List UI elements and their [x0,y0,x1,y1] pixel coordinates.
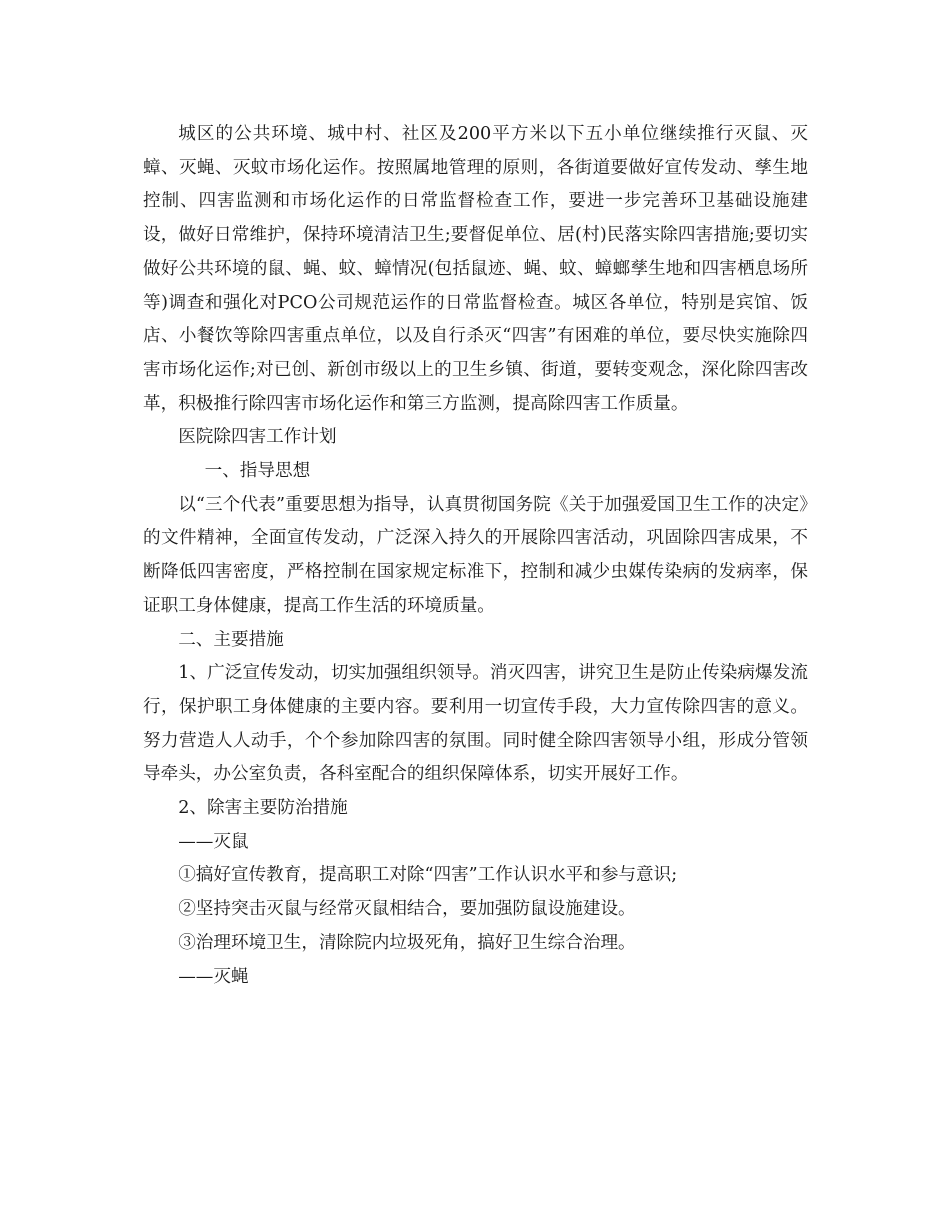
paragraph-city-area-measures: 城区的公共环境、城中村、社区及200平方米以下五小单位继续推行灭鼠、灭蟑、灭蝇、灭蚊市场化运作。按照属地管理的原则，各街道要做好宣传发动、孳生地控制、四害监测和市场化运作的日常监督检查工作，要进一步完善环卫基础设施建设，做好日常维护，保持环境清洁卫生;要督促单位、居(村)民落实除四害措施;要切实做好公共环境的鼠、蝇、蚊、蟑情况(包括鼠迹、蝇、蚊、蟑螂孳生地和四害栖息场所等)调查和强化对PCO公司规范运作的日常监督检查。城区各单位，特别是宾馆、饭店、小餐饮等除四害重点单位，以及自行杀灭“四害”有困难的单位，要尽快实施除四害市场化运作;对已创、新创市级以上的卫生乡镇、街道，要转变观念，深化除四害改革，积极推行除四害市场化运作和第三方监测，提高除四害工作质量。 [143,124,808,414]
heading-main-measures: 二、主要措施 [178,629,284,650]
subheading-rodent-control: ——灭鼠 [178,831,249,852]
subheading-fly-control: ——灭蝇 [178,966,249,987]
heading-control-measures: 2、除害主要防治措施 [178,798,348,819]
section-title-hospital-plan: 医院除四害工作计划 [178,427,337,448]
document-body [143,118,808,994]
paragraph-guiding-ideology: 以“三个代表”重要思想为指导，认真贯彻国务院《关于加强爱国卫生工作的决定》的文件精神，全面宣传发动，广泛深入持久的开展除四害活动，巩固除四害成果，不断降低四害密度，严格控制在国家规定标准下，控制和减少虫媒传染病的发病率，保证职工身体健康，提高工作生活的环境质量。 [143,494,808,616]
list-item-rodent-2: ②坚持突击灭鼠与经常灭鼠相结合，要加强防鼠设施建设。 [178,899,636,920]
list-item-rodent-1: ①搞好宣传教育，提高职工对除“四害”工作认识水平和参与意识; [178,865,678,886]
heading-guiding-ideology: 一、指导思想 [204,461,311,482]
paragraph-publicity-leadership: 1、广泛宣传发动，切实加强组织领导。消灭四害，讲究卫生是防止传染病爆发流行，保护职工身体健康的主要内容。要利用一切宣传手段，大力宣传除四害的意义。努力营造人人动手，个个参加除四害的氛围。同时健全除四害领导小组，形成分管领导牵头，办公室负责，各科室配合的组织保障体系，切实开展好工作。 [143,663,808,785]
list-item-rodent-3: ③治理环境卫生，清除院内垃圾死角，搞好卫生综合治理。 [178,932,636,953]
